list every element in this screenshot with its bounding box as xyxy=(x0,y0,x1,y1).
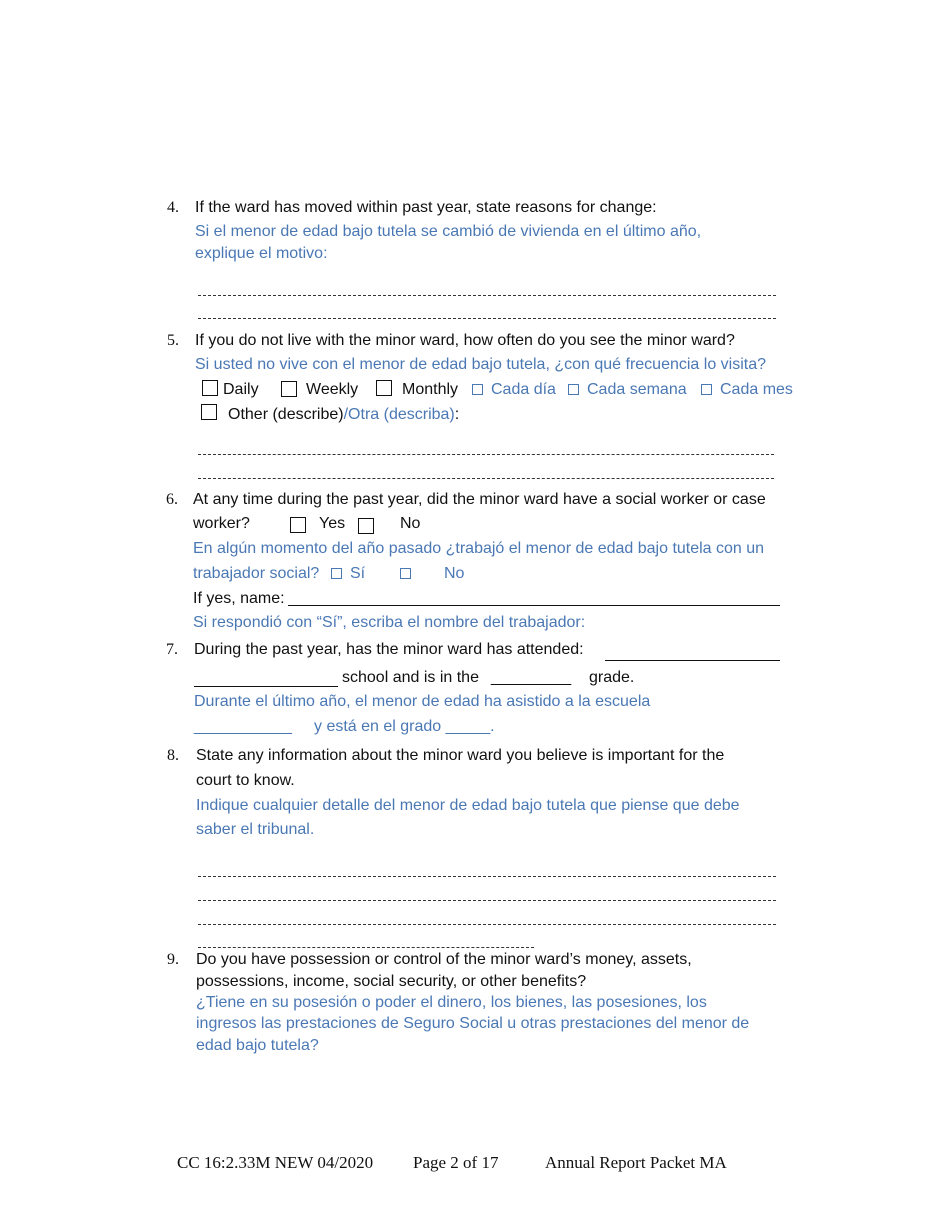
q5-answer-line-2[interactable] xyxy=(198,478,774,479)
escuela-blank[interactable]: ___________ xyxy=(194,718,292,735)
q8-text-es-2: saber el tribunal. xyxy=(196,821,315,838)
yes-checkbox[interactable] xyxy=(290,517,306,533)
weekly-checkbox[interactable] xyxy=(281,381,297,397)
other-label xyxy=(228,406,459,424)
daily-label: Daily xyxy=(223,381,259,398)
q7-text-en-2a: school and is in the xyxy=(342,669,479,686)
q5-number: 5. xyxy=(167,332,179,349)
other-label-slash: / xyxy=(343,406,349,423)
q5-text-es: Si usted no vive con el menor de edad bajo tutela, ¿con qué frecuencia lo visita? xyxy=(195,356,767,373)
q7-text-es-2: y está en el grado _____. xyxy=(314,718,495,735)
q6-text-es-2: trabajador social? xyxy=(193,565,320,582)
q8-number: 8. xyxy=(167,747,179,764)
q8-answer-line-4[interactable] xyxy=(198,947,534,948)
q4-answer-line-1[interactable] xyxy=(198,295,776,296)
footer-packet-title: Annual Report Packet MA xyxy=(545,1153,727,1172)
q8-answer-line-1[interactable] xyxy=(198,876,776,877)
monthly-label: Monthly xyxy=(402,381,459,398)
q9-text-es-2: ingresos las prestaciones de Seguro Social u otras prestaciones del menor de xyxy=(196,1015,750,1032)
cada-semana-checkbox[interactable] xyxy=(568,384,579,395)
name-input-line[interactable] xyxy=(288,605,780,606)
q6-number: 6. xyxy=(166,491,178,508)
other-label-en: Other (describe) xyxy=(228,406,344,423)
q9-text-en-1: Do you have possession or control of the minor ward’s money, assets, xyxy=(196,951,692,968)
q8-text-en-1: State any information about the minor ward you believe is important for the xyxy=(196,747,725,764)
name-label: If yes, name: xyxy=(193,590,285,607)
q4-text-es-1: Si el menor de edad bajo tutela se cambió de vivienda en el último año, xyxy=(195,223,702,240)
school-input-line[interactable] xyxy=(194,686,338,687)
q4-number: 4. xyxy=(167,199,179,216)
name-label-es: Si respondió con “Sí”, escriba el nombre del trabajador: xyxy=(193,614,586,631)
q7-text-es-1: Durante el último año, el menor de edad ha asistido a la escuela xyxy=(194,693,651,710)
cada-dia-label: Cada día xyxy=(491,381,556,398)
footer-form-id: CC 16:2.33M NEW 04/2020 xyxy=(177,1153,374,1172)
no-checkbox[interactable] xyxy=(358,518,374,534)
q8-text-es-1: Indique cualquier detalle del menor de edad bajo tutela que piense que debe xyxy=(196,797,740,814)
q5-answer-line-1[interactable] xyxy=(198,454,774,455)
monthly-checkbox[interactable] xyxy=(376,380,392,396)
cada-dia-checkbox[interactable] xyxy=(472,384,483,395)
q4-text-es-2: explique el motivo: xyxy=(195,245,328,262)
other-label-colon: : xyxy=(454,406,460,423)
cada-mes-checkbox[interactable] xyxy=(701,384,712,395)
q8-text-en-2: court to know. xyxy=(196,772,295,789)
no-es-label: No xyxy=(444,565,465,582)
q5-text-en: If you do not live with the minor ward, how often do you see the minor ward? xyxy=(195,332,735,349)
other-label-es: Otra (describa) xyxy=(348,406,455,423)
q6-text-en-2: worker? xyxy=(193,515,250,532)
no-label: No xyxy=(400,515,421,532)
weekly-label: Weekly xyxy=(306,381,359,398)
q6-text-es-1: En algún momento del año pasado ¿trabajó el menor de edad bajo tutela con un xyxy=(193,540,765,557)
q7-text-en-1: During the past year, has the minor ward has attended: xyxy=(194,641,584,658)
q8-answer-line-2[interactable] xyxy=(198,900,776,901)
q7-text-en-2b: grade. xyxy=(589,669,635,686)
cada-mes-label: Cada mes xyxy=(720,381,793,398)
grade-blank[interactable]: _________ xyxy=(491,669,572,686)
q9-text-es-3: edad bajo tutela? xyxy=(196,1037,319,1054)
q9-number: 9. xyxy=(167,951,179,968)
cada-semana-label: Cada semana xyxy=(587,381,687,398)
q4-text-en: If the ward has moved within past year, state reasons for change: xyxy=(195,199,657,216)
q6-text-en-1: At any time during the past year, did the minor ward have a social worker or case xyxy=(193,491,766,508)
q7-number: 7. xyxy=(166,641,178,658)
yes-label: Yes xyxy=(319,515,346,532)
q8-answer-line-3[interactable] xyxy=(198,924,776,925)
other-checkbox[interactable] xyxy=(201,404,217,420)
q9-text-es-1: ¿Tiene en su posesión o poder el dinero, los bienes, las posesiones, los xyxy=(196,994,707,1011)
attended-input-line[interactable] xyxy=(605,660,780,661)
q4-answer-line-2[interactable] xyxy=(198,318,776,319)
si-label: Sí xyxy=(350,565,366,582)
si-checkbox[interactable] xyxy=(331,568,342,579)
daily-checkbox[interactable] xyxy=(202,380,218,396)
footer-page-number: Page 2 of 17 xyxy=(413,1153,499,1172)
no-es-checkbox[interactable] xyxy=(400,568,411,579)
q9-text-en-2: possessions, income, social security, or other benefits? xyxy=(196,973,587,990)
